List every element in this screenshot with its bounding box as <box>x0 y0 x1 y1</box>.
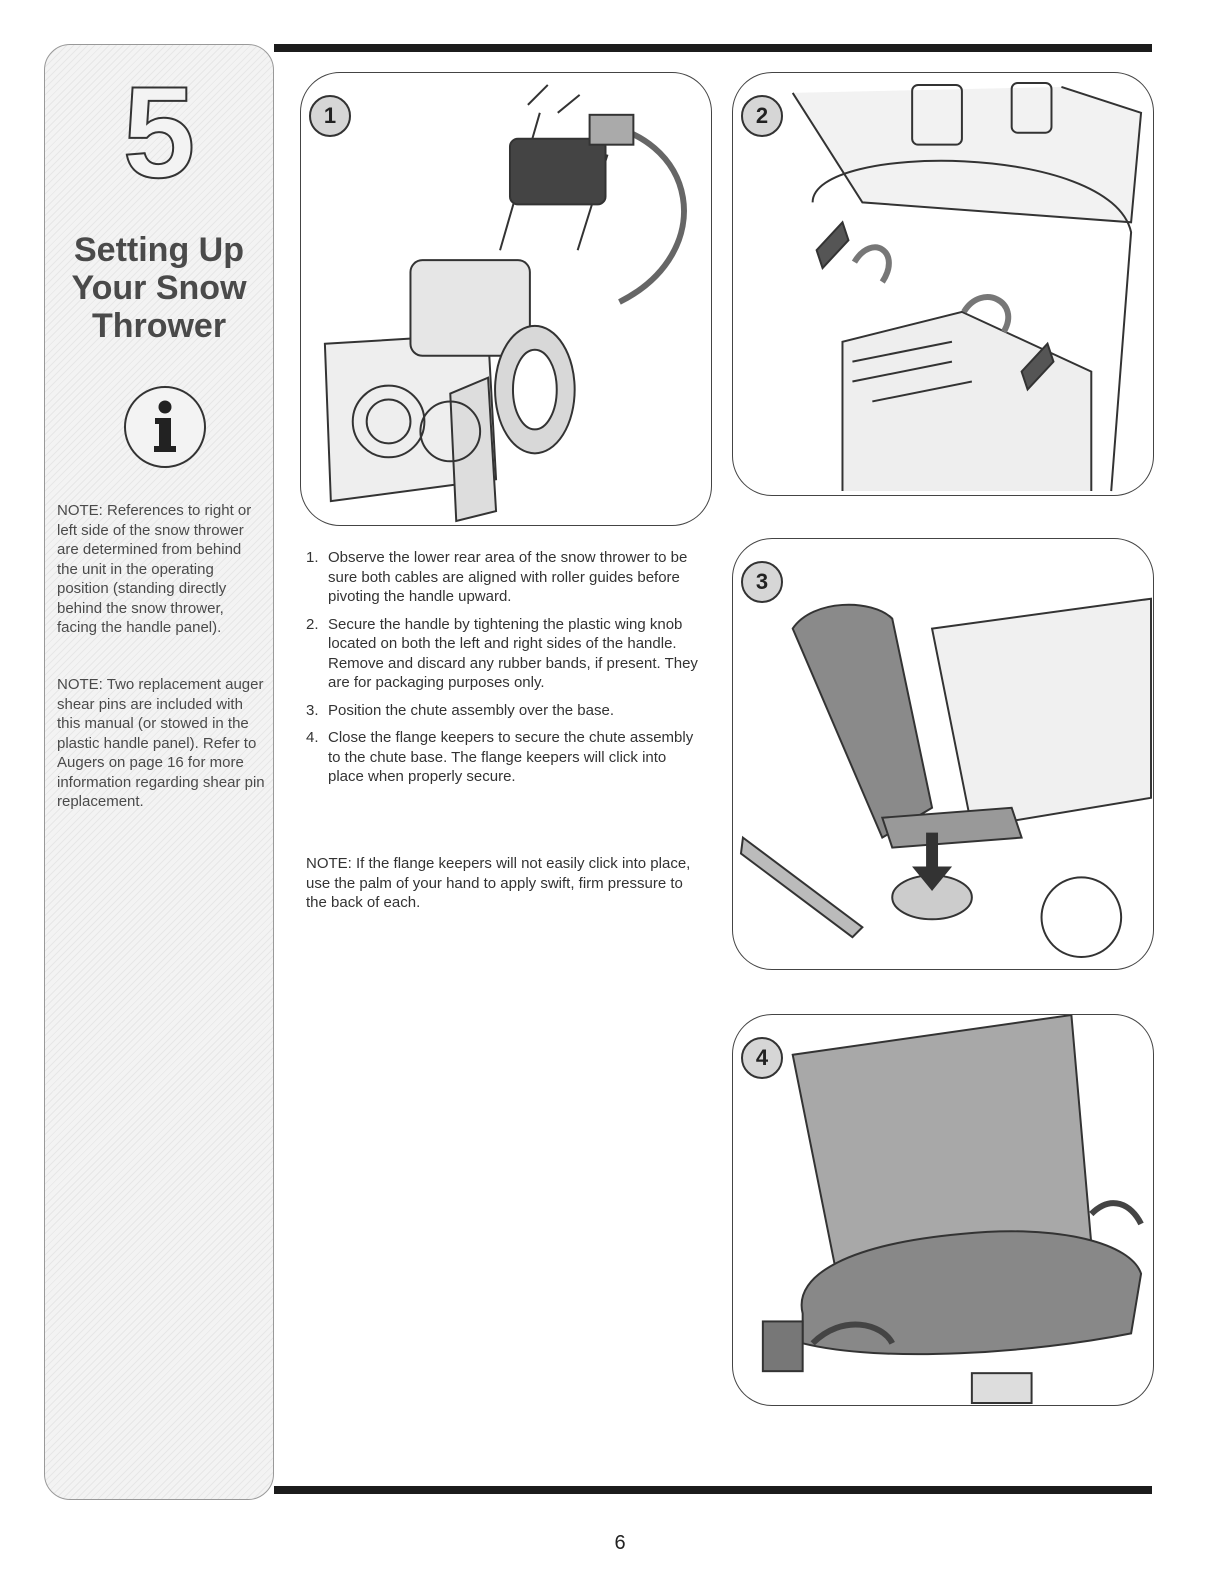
chute-assembly-illustration <box>733 539 1153 969</box>
step-number: 1. <box>306 549 319 566</box>
flange-keepers-illustration <box>733 1015 1153 1405</box>
figure-2 <box>732 72 1154 496</box>
sidebar-note-directions: NOTE: References to right or left side of the snow thrower are determined from behind the unit in the operating position (standing directly behind the snow thrower, facing the handle panel). <box>57 502 252 636</box>
sidebar-note-shear-pins: NOTE: Two replacement auger shear pins are included with this manual (or stowed in the plastic handle panel). Refer to Augers on page 16 for more information regarding shear pin replacement. <box>57 676 265 810</box>
bottom-rule <box>274 1486 1152 1494</box>
step-text: Secure the handle by tightening the plastic wing knob located on both the left and right sides of the handle. Remove and discard any rubber bands, if present. They are for packaging purposes only. <box>328 615 698 691</box>
step-text: Observe the lower rear area of the snow thrower to be sure both cables are aligned with roller guides before pivoting the handle upward. <box>328 549 688 605</box>
step-item <box>306 615 702 693</box>
flange-keeper-note: NOTE: If the flange keepers will not easily click into place, use the palm of your hand to apply swift, firm pressure to the back of each. <box>306 855 691 911</box>
figure-4 <box>732 1014 1154 1406</box>
step-text: Close the flange keepers to secure the chute assembly to the chute base. The flange keepers will click into place when properly secure. <box>328 729 694 785</box>
wing-knob-illustration <box>733 73 1153 495</box>
step-item <box>306 701 702 721</box>
snow-thrower-illustration <box>301 73 711 525</box>
step-number: 2. <box>306 615 319 633</box>
figure-4-badge: 4 <box>741 1037 783 1079</box>
info-icon <box>123 385 207 469</box>
chapter-sidebar <box>44 44 274 1500</box>
chapter-title: Setting Up Your Snow Thrower <box>71 231 247 346</box>
page-number: 6 <box>614 1532 626 1554</box>
figure-1 <box>300 72 712 526</box>
step-item <box>306 728 702 787</box>
figure-3 <box>732 538 1154 970</box>
top-rule <box>274 44 1152 52</box>
step-number: 4. <box>306 729 319 746</box>
figure-1-badge: 1 <box>309 95 351 137</box>
figure-3-badge: 3 <box>741 561 783 603</box>
chapter-number: 5 <box>122 59 196 205</box>
figure-2-badge: 2 <box>741 95 783 137</box>
setup-steps <box>306 548 702 795</box>
step-text: Position the chute assembly over the base. <box>328 701 614 719</box>
step-item <box>306 548 702 607</box>
step-number: 3. <box>306 701 319 719</box>
